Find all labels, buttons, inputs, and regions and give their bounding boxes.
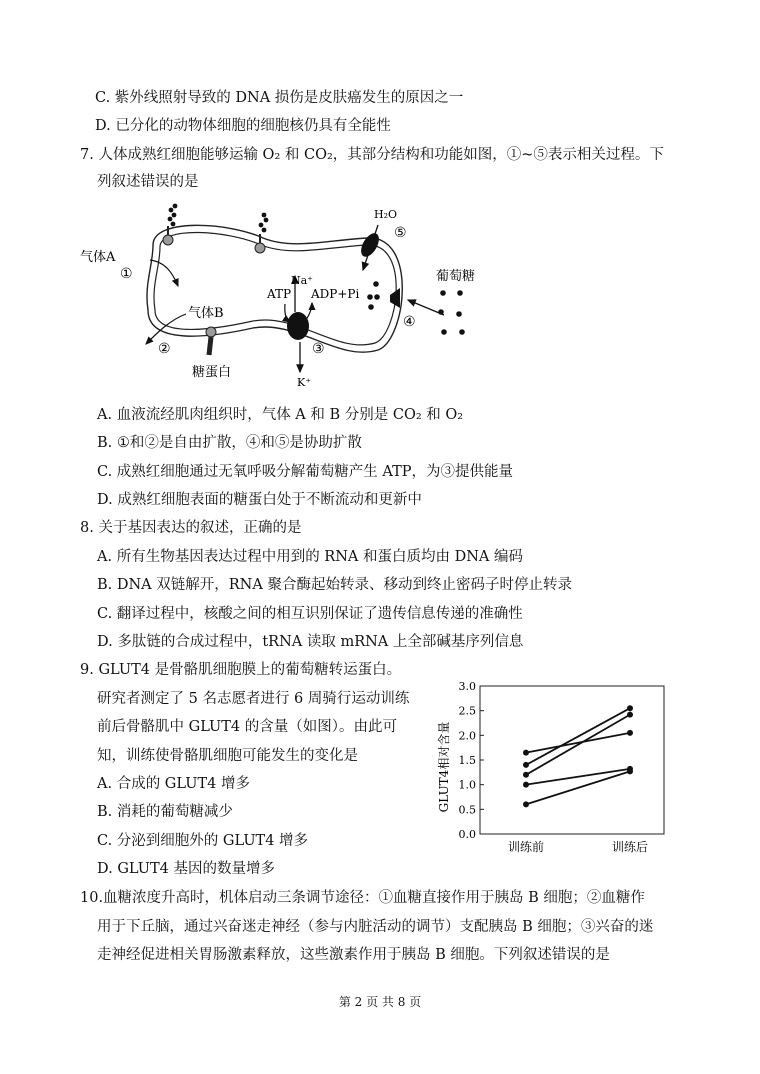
q6-option-c: C. 紫外线照射导致的 DNA 损伤是皮肤癌发生的原因之一 xyxy=(95,90,464,106)
rbc-diagram xyxy=(78,200,498,400)
q9-stem-line3: 前后骨骼肌中 GLUT4 的含量（如图）。由此可 xyxy=(97,719,398,735)
glucose-label: 葡萄糖 xyxy=(436,269,476,284)
glut4-chart xyxy=(432,676,692,866)
q7-option-b: B. ①和②是自由扩散，④和⑤是协助扩散 xyxy=(97,435,362,451)
water-label: H₂O xyxy=(374,208,398,221)
y-tick-label: 1.5 xyxy=(458,754,476,767)
q9-option-c: C. 分泌到细胞外的 GLUT4 增多 xyxy=(97,833,309,849)
data-point xyxy=(523,801,529,807)
page-footer: 第 2 页 共 8 页 xyxy=(338,995,422,1009)
q9-stem: 9. GLUT4 是骨骼肌细胞膜上的葡萄糖转运蛋白。 xyxy=(80,662,402,678)
q9-stem-line2: 研究者测定了 5 名志愿者进行 6 周骑行运动训练 xyxy=(97,691,410,707)
q9-option-b: B. 消耗的葡萄糖减少 xyxy=(97,804,233,820)
data-point xyxy=(627,768,633,774)
data-point xyxy=(523,782,529,788)
data-point xyxy=(627,730,633,736)
q7-option-d: D. 成熟红细胞表面的糖蛋白处于不断流动和更新中 xyxy=(97,492,422,508)
q9-option-d: D. GLUT4 基因的数量增多 xyxy=(97,861,275,877)
series-line xyxy=(526,715,630,775)
q10-stem-line3: 走神经促进相关胃肠激素释放，这些激素作用于胰岛 B 细胞。下列叙述错误的是 xyxy=(97,947,610,963)
process-2-label: ② xyxy=(158,341,171,357)
process-5-label: ⑤ xyxy=(394,225,407,241)
q7-stem: 7. 人体成熟红细胞能够运输 O₂ 和 CO₂，其部分结构和功能如图，①~⑤表示相关过程。下 xyxy=(80,147,664,163)
na-k-pump xyxy=(287,312,309,340)
process-3-label: ③ xyxy=(312,341,325,357)
q8-option-c: C. 翻译过程中，核酸之间的相互识别保证了遗传信息传递的准确性 xyxy=(97,606,523,622)
glycoprotein-top-1 xyxy=(163,204,177,245)
y-tick-label: 3.0 xyxy=(458,680,476,693)
y-tick-label: 1.0 xyxy=(458,778,476,792)
y-tick-label: 2.0 xyxy=(458,729,476,743)
q10-stem: 10.血糖浓度升高时，机体启动三条调节途径：①血糖直接作用于胰岛 B 细胞；②血糖作 xyxy=(80,890,645,906)
q9-option-a: A. 合成的 GLUT4 增多 xyxy=(97,776,250,792)
q9-stem-line4: 知，训练使骨骼肌细胞可能发生的变化是 xyxy=(97,748,358,764)
q6-option-d: D. 已分化的动物体细胞的细胞核仍具有全能性 xyxy=(95,118,391,134)
gas-b-label: 气体B xyxy=(188,306,224,321)
x-tick-label: 训练前 xyxy=(507,840,545,854)
data-point xyxy=(523,762,529,768)
chart-plot-frame xyxy=(480,686,664,834)
glycoprotein-bottom-1 xyxy=(206,327,216,355)
gas-a-label: 气体A xyxy=(80,250,116,265)
q7-option-a: A. 血液流经肌肉组织时，气体 A 和 B 分别是 CO₂ 和 O₂ xyxy=(97,407,464,423)
adp-label: ADP+Pi xyxy=(311,287,360,301)
q8-option-d: D. 多肽链的合成过程中，tRNA 读取 mRNA 上全部碱基序列信息 xyxy=(97,634,524,650)
q10-stem-line2: 用于下丘脑，通过兴奋迷走神经（参与内脏活动的调节）支配胰岛 B 细胞；③兴奋的迷 xyxy=(97,919,654,935)
k-label: K⁺ xyxy=(297,376,312,389)
data-point xyxy=(627,712,633,718)
glucose-dots-outside xyxy=(438,290,465,335)
q7-stem-cont: 列叙述错误的是 xyxy=(97,174,199,190)
y-tick-label: 0.0 xyxy=(458,828,476,841)
chart-y-axis-label: GLUT4相对含量 xyxy=(437,721,451,813)
q8-option-a: A. 所有生物基因表达过程中用到的 RNA 和蛋白质均由 DNA 编码 xyxy=(97,549,523,565)
glycoprotein-label: 糖蛋白 xyxy=(192,365,232,380)
glucose-transporter xyxy=(390,288,400,308)
na-label: Na⁺ xyxy=(291,274,313,287)
q7-option-c: C. 成熟红细胞通过无氧呼吸分解葡萄糖产生 ATP，为③提供能量 xyxy=(97,464,514,480)
process-1-label: ① xyxy=(120,266,133,282)
q8-option-b: B. DNA 双链解开，RNA 聚合酶起始转录、移动到终止密码子时停止转录 xyxy=(97,577,572,593)
data-point xyxy=(627,705,633,711)
data-point xyxy=(523,750,529,756)
process-4-label: ④ xyxy=(403,314,416,330)
x-tick-label: 训练后 xyxy=(611,840,649,854)
q8-stem: 8. 关于基因表达的叙述，正确的是 xyxy=(80,520,302,536)
y-tick-label: 2.5 xyxy=(458,704,476,718)
atp-label: ATP xyxy=(267,287,292,301)
data-point xyxy=(523,772,529,778)
glucose-dots-inside xyxy=(367,281,380,310)
y-tick-label: 0.5 xyxy=(458,803,476,817)
